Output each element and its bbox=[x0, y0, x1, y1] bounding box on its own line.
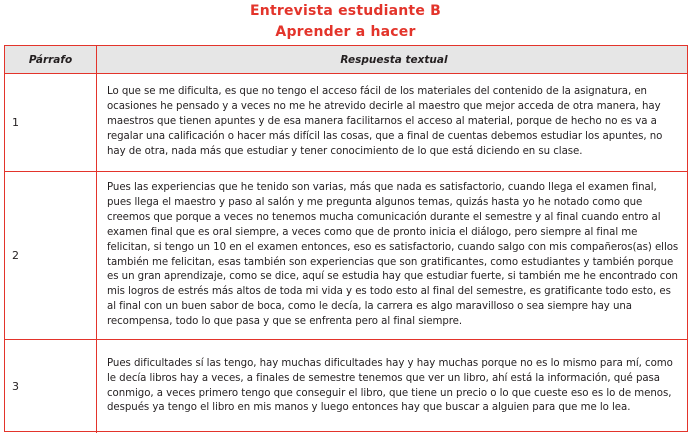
paragraph-number: 1 bbox=[5, 74, 97, 171]
table-header-row bbox=[5, 46, 687, 74]
paragraph-number: 3 bbox=[5, 340, 97, 433]
interview-table bbox=[4, 45, 688, 432]
title-block bbox=[0, 0, 691, 43]
document-subtitle: Aprender a hacer bbox=[275, 24, 416, 40]
table-row bbox=[5, 172, 687, 340]
header-response: Respuesta textual bbox=[340, 53, 448, 66]
response-text: Lo que se me dificulta, es que no tengo el acceso fácil de los materiales del contenido de la asignatura, en ocasiones he pensado y a veces no me he atrevido decirle al maestro que mejor acceda de otra manera, hay maestros que tienen apuntes y de esa manera facilitarnos el acceso al material, porque de hecho no es va a regalar una calificación o hacer más difícil las cosas, que a final de cuentas debemos estudiar los apuntes, no hay de otra, nada más que estudiar y tener conocimiento de lo que está diciendo en su clase. bbox=[107, 86, 663, 157]
document-title: Entrevista estudiante B bbox=[250, 3, 441, 19]
response-text: Pues dificultades sí las tengo, hay muchas dificultades hay y hay muchas porque no es lo mismo para mí, como le decía libros hay a veces, a finales de semestre tenemos que ver un libro, ahí está la información, qué pasa conmigo, a veces primero tengo que conseguir el libro, que tiene un precio o lo que cueste eso es lo de menos, después ya tengo el libro en mis manos y luego entonces hay que buscar a alguien para que me lo lea. bbox=[107, 357, 673, 414]
paragraph-number: 2 bbox=[5, 172, 97, 339]
header-paragraph: Párrafo bbox=[5, 46, 97, 73]
table-row bbox=[5, 74, 687, 172]
table-row bbox=[5, 340, 687, 433]
response-text: Pues las experiencias que he tenido son varias, más que nada es satisfactorio, cuando llega el examen final, pues llega el maestro y paso al salón y me pregunta algunos temas, quizás hasta yo he notado como que creemos que porque a veces no tenemos mucha comunicación durante el semestre y al final cuando entro al examen final que es oral siempre, a veces como que de pronto inicia el diálogo, pero siempre al final me felicitan, si tengo un 10 en el examen entonces, eso es satisfactorio, cuando salgo con mis compañeros(as) ellos también me felicitan, esas también son experiencias que son gratificantes, como estudiantes y también porque es un gran aprendizaje, como se dice, aquí se estudia hay que estudiar fuerte, si también me he encontrado con mis logros de estrés más altos de toda mi vida y es todo esto al final del semestre, es gratificante todo esto, es al final con un buen sabor de boca, como le decía, la carrera es algo maravilloso o sea siempre hay una recompensa, todo lo que pasa y que se enfrenta pero al final siempre. bbox=[107, 181, 679, 328]
